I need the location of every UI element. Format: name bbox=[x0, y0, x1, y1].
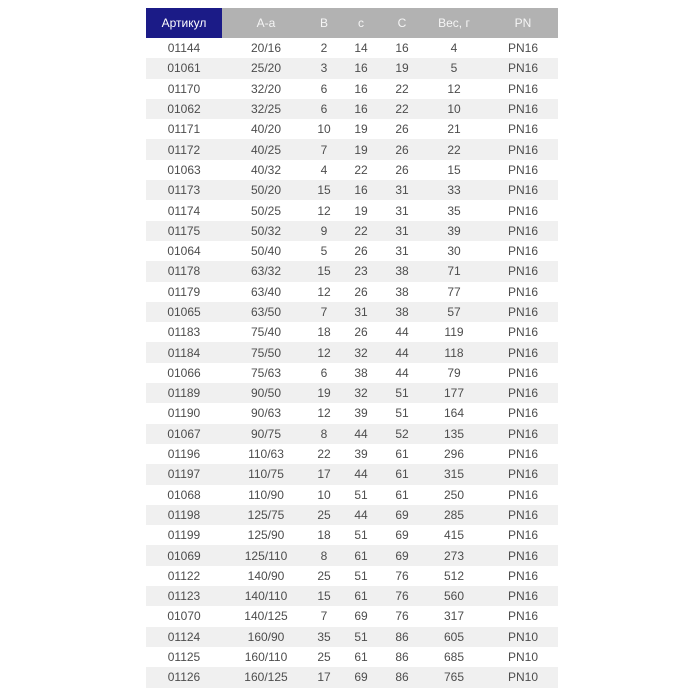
table-cell: 01173 bbox=[146, 180, 222, 200]
table-row bbox=[146, 79, 558, 99]
table-cell: 50/32 bbox=[222, 221, 310, 241]
table-cell: 119 bbox=[444, 325, 464, 340]
table-cell: 125/90 bbox=[247, 528, 285, 543]
column-header-weight: Вес, г bbox=[420, 8, 488, 38]
table-cell: 61 bbox=[354, 650, 368, 665]
table-cell: 86 bbox=[384, 667, 420, 687]
table-cell: 30 bbox=[447, 244, 461, 259]
table-row bbox=[146, 99, 558, 119]
table-cell: 01066 bbox=[167, 365, 201, 380]
table-cell: 31 bbox=[384, 221, 420, 241]
table-cell: 160/110 bbox=[244, 650, 288, 665]
table-cell: 765 bbox=[420, 667, 488, 687]
table-cell: 01126 bbox=[146, 667, 222, 687]
spec-table bbox=[146, 8, 558, 688]
column-header-c-upper: С bbox=[384, 8, 420, 38]
table-cell: 51 bbox=[354, 487, 368, 502]
table-cell: 6 bbox=[310, 99, 338, 119]
table-cell: PN16 bbox=[507, 244, 539, 259]
table-cell: 01125 bbox=[167, 650, 201, 665]
table-cell: 01170 bbox=[167, 81, 201, 96]
table-cell: PN16 bbox=[507, 284, 539, 299]
table-cell: 76 bbox=[395, 568, 409, 583]
table-cell: 110/75 bbox=[222, 464, 310, 484]
table-cell: 32/20 bbox=[250, 81, 282, 96]
table-cell: PN16 bbox=[507, 568, 539, 583]
table-row bbox=[146, 261, 558, 281]
table-cell: 10 bbox=[317, 122, 331, 137]
table-cell: 38 bbox=[384, 302, 420, 322]
table-cell: 01124 bbox=[146, 627, 222, 647]
table-cell: PN16 bbox=[507, 41, 539, 56]
table-cell: 7 bbox=[310, 139, 338, 159]
table-cell: 12 bbox=[317, 406, 331, 421]
table-cell: 69 bbox=[395, 528, 409, 543]
table-cell: 63/32 bbox=[222, 261, 310, 281]
table-cell: 18 bbox=[317, 325, 331, 340]
table-cell: 10 bbox=[420, 99, 488, 119]
table-row bbox=[146, 38, 558, 58]
table-cell: 512 bbox=[443, 568, 465, 583]
table-cell: 4 bbox=[450, 41, 458, 56]
table-cell: 25 bbox=[317, 568, 331, 583]
table-cell: 01199 bbox=[167, 528, 201, 543]
table-cell: 75/40 bbox=[250, 325, 282, 340]
table-cell: 21 bbox=[447, 122, 461, 137]
table-cell: 685 bbox=[443, 650, 465, 665]
table-cell: 22 bbox=[384, 99, 420, 119]
table-cell: 250 bbox=[443, 487, 465, 502]
table-cell: 69 bbox=[384, 545, 420, 565]
table-cell: 01179 bbox=[167, 284, 201, 299]
table-cell: 01069 bbox=[146, 545, 222, 565]
table-cell: PN16 bbox=[488, 383, 558, 403]
column-header-b: В bbox=[310, 8, 338, 38]
table-cell: 44 bbox=[338, 505, 384, 525]
table-cell: 4 bbox=[320, 162, 328, 177]
table-cell: 125/110 bbox=[222, 545, 310, 565]
table-cell: 63/40 bbox=[250, 284, 282, 299]
table-cell: 22 bbox=[317, 447, 331, 462]
table-row bbox=[146, 363, 558, 383]
table-cell: 140/125 bbox=[244, 609, 288, 624]
table-cell: 31 bbox=[384, 180, 420, 200]
table-cell: 44 bbox=[338, 464, 384, 484]
table-row bbox=[146, 282, 558, 302]
table-cell: 10 bbox=[317, 487, 331, 502]
table-cell: 22 bbox=[338, 221, 384, 241]
table-cell: 50/20 bbox=[222, 180, 310, 200]
table-row bbox=[146, 545, 558, 565]
table-row bbox=[146, 180, 558, 200]
table-cell: 40/20 bbox=[250, 122, 282, 137]
table-cell: 19 bbox=[384, 58, 420, 78]
table-row bbox=[146, 444, 558, 464]
table-row bbox=[146, 221, 558, 241]
table-cell: 5 bbox=[320, 244, 328, 259]
table-cell: 12 bbox=[317, 284, 331, 299]
table-cell: 25 bbox=[317, 650, 331, 665]
table-cell: 16 bbox=[338, 58, 384, 78]
table-cell: 01174 bbox=[167, 203, 201, 218]
table-row bbox=[146, 566, 558, 586]
table-cell: 125/75 bbox=[222, 505, 310, 525]
table-cell: 26 bbox=[395, 162, 409, 177]
table-cell: 90/75 bbox=[222, 424, 310, 444]
table-cell: PN16 bbox=[507, 406, 539, 421]
table-cell: 01196 bbox=[167, 447, 201, 462]
table-cell: PN16 bbox=[507, 609, 539, 624]
table-cell: 01063 bbox=[167, 162, 201, 177]
table-cell: 16 bbox=[338, 180, 384, 200]
table-cell: 51 bbox=[354, 528, 368, 543]
table-cell: PN16 bbox=[507, 162, 539, 177]
table-cell: 8 bbox=[310, 545, 338, 565]
table-cell: 39 bbox=[354, 447, 368, 462]
table-cell: 15 bbox=[310, 586, 338, 606]
table-row bbox=[146, 383, 558, 403]
table-cell: PN16 bbox=[507, 365, 539, 380]
table-cell: 40/25 bbox=[222, 139, 310, 159]
table-cell: 415 bbox=[443, 528, 465, 543]
table-cell: 25 bbox=[310, 505, 338, 525]
table-cell: 15 bbox=[310, 180, 338, 200]
table-cell: PN16 bbox=[488, 342, 558, 362]
table-cell: 01171 bbox=[167, 122, 201, 137]
table-cell: 19 bbox=[354, 203, 368, 218]
table-cell: 38 bbox=[354, 365, 368, 380]
table-cell: 14 bbox=[354, 41, 368, 56]
table-row bbox=[146, 403, 558, 423]
table-cell: 605 bbox=[420, 627, 488, 647]
table-cell: 61 bbox=[384, 464, 420, 484]
table-cell: PN16 bbox=[488, 505, 558, 525]
table-row bbox=[146, 424, 558, 444]
table-cell: PN16 bbox=[488, 424, 558, 444]
table-cell: 61 bbox=[395, 447, 409, 462]
table-cell: 01144 bbox=[167, 41, 201, 56]
table-cell: PN16 bbox=[507, 325, 539, 340]
table-cell: 19 bbox=[338, 139, 384, 159]
table-cell: 44 bbox=[338, 424, 384, 444]
table-cell: PN16 bbox=[507, 487, 539, 502]
table-cell: 6 bbox=[320, 81, 328, 96]
table-row bbox=[146, 200, 558, 220]
table-cell: PN16 bbox=[488, 99, 558, 119]
table-cell: PN16 bbox=[488, 302, 558, 322]
table-cell: 01189 bbox=[146, 383, 222, 403]
table-cell: PN16 bbox=[507, 122, 539, 137]
table-cell: 32/25 bbox=[222, 99, 310, 119]
table-cell: 23 bbox=[338, 261, 384, 281]
table-cell: 35 bbox=[447, 203, 461, 218]
table-cell: 32 bbox=[338, 342, 384, 362]
column-header-pn: PN bbox=[488, 8, 558, 38]
table-cell: 18 bbox=[317, 528, 331, 543]
table-row bbox=[146, 586, 558, 606]
table-cell: 19 bbox=[310, 383, 338, 403]
table-row bbox=[146, 505, 558, 525]
table-cell: 50/25 bbox=[250, 203, 282, 218]
table-row bbox=[146, 342, 558, 362]
table-cell: 44 bbox=[384, 342, 420, 362]
table-cell: 20/16 bbox=[250, 41, 282, 56]
table-cell: 140/110 bbox=[222, 586, 310, 606]
table-cell: PN16 bbox=[507, 81, 539, 96]
table-cell: 01175 bbox=[146, 221, 222, 241]
table-cell: PN16 bbox=[507, 528, 539, 543]
table-cell: 22 bbox=[395, 81, 409, 96]
table-cell: 7 bbox=[310, 302, 338, 322]
table-cell: 51 bbox=[384, 383, 420, 403]
table-cell: 90/50 bbox=[222, 383, 310, 403]
table-cell: 01062 bbox=[146, 99, 222, 119]
table-cell: 38 bbox=[384, 261, 420, 281]
table-cell: 76 bbox=[384, 586, 420, 606]
table-row bbox=[146, 525, 558, 545]
table-body bbox=[146, 38, 558, 688]
table-cell: 12 bbox=[447, 81, 461, 96]
table-row bbox=[146, 322, 558, 342]
table-header bbox=[146, 8, 558, 38]
table-cell: 01068 bbox=[167, 487, 201, 502]
table-cell: 16 bbox=[338, 99, 384, 119]
table-row bbox=[146, 302, 558, 322]
table-cell: 26 bbox=[395, 122, 409, 137]
spec-table-container bbox=[146, 8, 558, 688]
table-cell: 01198 bbox=[146, 505, 222, 525]
table-row bbox=[146, 667, 558, 687]
table-cell: PN16 bbox=[488, 180, 558, 200]
table-cell: 01122 bbox=[167, 568, 201, 583]
table-cell: 76 bbox=[395, 609, 409, 624]
table-cell: 39 bbox=[420, 221, 488, 241]
table-cell: 31 bbox=[395, 244, 409, 259]
table-cell: 86 bbox=[395, 650, 409, 665]
table-cell: 52 bbox=[384, 424, 420, 444]
table-cell: PN16 bbox=[507, 203, 539, 218]
table-cell: 22 bbox=[354, 162, 368, 177]
table-cell: 01070 bbox=[167, 609, 201, 624]
table-cell: 01064 bbox=[167, 244, 201, 259]
table-cell: 69 bbox=[338, 667, 384, 687]
table-cell: 44 bbox=[395, 325, 409, 340]
table-cell: 75/50 bbox=[222, 342, 310, 362]
table-cell: PN16 bbox=[507, 447, 539, 462]
table-row bbox=[146, 647, 558, 667]
table-cell: 61 bbox=[338, 586, 384, 606]
table-cell: 50/40 bbox=[250, 244, 282, 259]
table-cell: 01183 bbox=[167, 325, 201, 340]
table-cell: 51 bbox=[354, 568, 368, 583]
table-cell: 8 bbox=[310, 424, 338, 444]
table-cell: 135 bbox=[420, 424, 488, 444]
table-cell: 15 bbox=[310, 261, 338, 281]
column-header-c-lower: с bbox=[338, 8, 384, 38]
table-row bbox=[146, 241, 558, 261]
table-cell: 40/32 bbox=[250, 162, 282, 177]
table-cell: 75/63 bbox=[250, 365, 282, 380]
table-cell: 31 bbox=[338, 302, 384, 322]
table-cell: 285 bbox=[420, 505, 488, 525]
table-cell: 17 bbox=[310, 464, 338, 484]
table-cell: 01123 bbox=[146, 586, 222, 606]
table-cell: PN16 bbox=[488, 261, 558, 281]
table-cell: 79 bbox=[447, 365, 461, 380]
table-cell: 69 bbox=[354, 609, 368, 624]
table-cell: 01184 bbox=[146, 342, 222, 362]
table-cell: 15 bbox=[447, 162, 461, 177]
table-cell: 273 bbox=[420, 545, 488, 565]
table-cell: 2 bbox=[320, 41, 328, 56]
table-cell: 17 bbox=[310, 667, 338, 687]
table-cell: 01178 bbox=[146, 261, 222, 281]
table-row bbox=[146, 606, 558, 626]
table-header-row bbox=[146, 8, 558, 38]
table-cell: 3 bbox=[310, 58, 338, 78]
table-cell: 26 bbox=[354, 325, 368, 340]
table-row bbox=[146, 464, 558, 484]
table-cell: 5 bbox=[420, 58, 488, 78]
table-cell: 63/50 bbox=[222, 302, 310, 322]
table-row bbox=[146, 139, 558, 159]
table-cell: 560 bbox=[420, 586, 488, 606]
table-cell: 01172 bbox=[146, 139, 222, 159]
table-cell: 86 bbox=[384, 627, 420, 647]
table-cell: 177 bbox=[420, 383, 488, 403]
table-cell: 110/90 bbox=[248, 487, 284, 502]
table-cell: PN16 bbox=[488, 464, 558, 484]
table-cell: 16 bbox=[354, 81, 368, 96]
table-cell: 01065 bbox=[146, 302, 222, 322]
table-cell: 26 bbox=[384, 139, 420, 159]
table-cell: 57 bbox=[420, 302, 488, 322]
table-row bbox=[146, 160, 558, 180]
table-cell: 44 bbox=[395, 365, 409, 380]
column-header-a-a: А-а bbox=[222, 8, 310, 38]
table-cell: 38 bbox=[395, 284, 409, 299]
table-cell: 51 bbox=[338, 627, 384, 647]
table-cell: 140/90 bbox=[247, 568, 285, 583]
table-cell: 315 bbox=[420, 464, 488, 484]
table-cell: 16 bbox=[395, 41, 409, 56]
table-cell: 26 bbox=[354, 244, 368, 259]
table-cell: 317 bbox=[443, 609, 465, 624]
table-row bbox=[146, 485, 558, 505]
table-row bbox=[146, 58, 558, 78]
table-cell: 39 bbox=[354, 406, 368, 421]
table-cell: 25/20 bbox=[222, 58, 310, 78]
table-cell: 77 bbox=[447, 284, 461, 299]
column-header-article: Артикул bbox=[146, 8, 222, 38]
table-cell: 26 bbox=[354, 284, 368, 299]
table-cell: 61 bbox=[338, 545, 384, 565]
table-row bbox=[146, 627, 558, 647]
table-cell: PN16 bbox=[488, 545, 558, 565]
table-cell: PN16 bbox=[488, 221, 558, 241]
table-cell: 12 bbox=[317, 203, 331, 218]
table-cell: 160/125 bbox=[222, 667, 310, 687]
table-cell: 9 bbox=[310, 221, 338, 241]
table-cell: 33 bbox=[420, 180, 488, 200]
table-cell: 69 bbox=[384, 505, 420, 525]
table-cell: 01067 bbox=[146, 424, 222, 444]
table-cell: 6 bbox=[320, 365, 328, 380]
table-cell: 61 bbox=[395, 487, 409, 502]
table-cell: 7 bbox=[320, 609, 328, 624]
table-cell: PN16 bbox=[488, 586, 558, 606]
table-cell: 01061 bbox=[146, 58, 222, 78]
table-cell: 296 bbox=[443, 447, 465, 462]
table-cell: PN16 bbox=[488, 139, 558, 159]
table-cell: 164 bbox=[443, 406, 465, 421]
table-cell: 32 bbox=[338, 383, 384, 403]
table-cell: 01197 bbox=[146, 464, 222, 484]
table-cell: PN10 bbox=[507, 650, 539, 665]
table-cell: 160/90 bbox=[222, 627, 310, 647]
table-cell: 110/63 bbox=[248, 447, 284, 462]
table-cell: 22 bbox=[420, 139, 488, 159]
table-cell: 35 bbox=[310, 627, 338, 647]
table-cell: 01190 bbox=[167, 406, 201, 421]
table-cell: PN16 bbox=[488, 58, 558, 78]
table-cell: PN10 bbox=[488, 627, 558, 647]
table-cell: 12 bbox=[310, 342, 338, 362]
table-cell: 90/63 bbox=[250, 406, 282, 421]
table-cell: 19 bbox=[354, 122, 368, 137]
table-cell: 51 bbox=[395, 406, 409, 421]
table-cell: 31 bbox=[395, 203, 409, 218]
table-cell: 71 bbox=[420, 261, 488, 281]
table-row bbox=[146, 119, 558, 139]
table-cell: 118 bbox=[420, 342, 488, 362]
table-cell: PN10 bbox=[488, 667, 558, 687]
